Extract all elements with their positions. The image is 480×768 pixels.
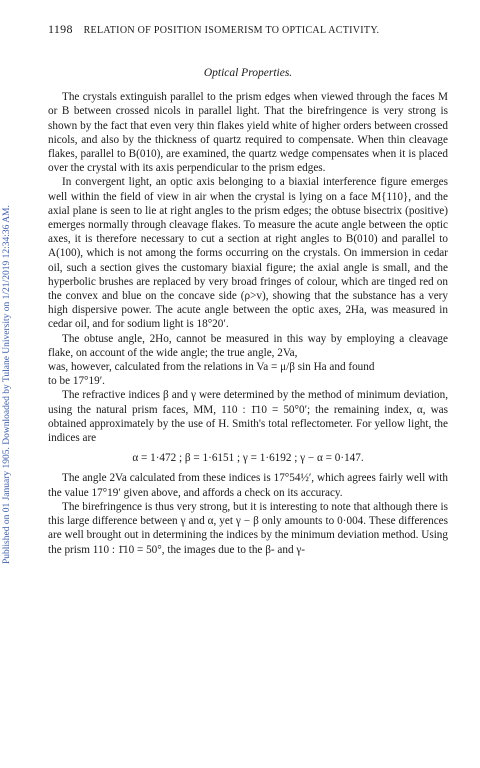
- paragraph: The refractive indices β and γ were determined by the method of minimum deviation, using the natural prism faces, MM, 110 : 1̄10 = 50°0′; the remaining index, α, was obtained approximately by the use of H. Smith's total reflectometer. For yellow light, the indices are: [48, 389, 448, 445]
- page-number: 1198: [48, 22, 73, 36]
- paragraph: The obtuse angle, 2Ho, cannot be measured in this way by employing a cleavage flake, on account of the wide angle; the true angle, 2Va,: [48, 332, 448, 359]
- download-notice: Published on 01 January 1905. Downloaded by Tulane University on 1/21/2019 12:34:36 AM.: [2, 205, 12, 565]
- paragraph: to be 17°19′.: [48, 375, 105, 388]
- article-body: [48, 66, 448, 557]
- paragraph: The birefringence is thus very strong, but it is interesting to note that although there is this large difference between γ and α, yet γ − β only amounts to 0·004. These differences are well brought out in determining the indices by the minimum deviation method. Using the prism 110 : 1̄10 = 50°, the images due to the β- and γ-: [48, 500, 448, 556]
- refractive-indices-formula: α = 1·472 ; β = 1·6151 ; γ = 1·6192 ; γ − α = 0·147.: [132, 452, 364, 465]
- running-header: [48, 22, 448, 37]
- paragraph: The angle 2Va calculated from these indices is 17°54½′, which agrees fairly well with the value 17°19′ given above, and affords a check on its accuracy.: [48, 472, 448, 499]
- paragraph: was, however, calculated from the relations in Va = μ/β sin Ha and found: [48, 361, 375, 374]
- paragraph: In convergent light, an optic axis belonging to a biaxial interference figure emerges well within the field of view in air when the crystal is lying on a face M{110}, and the axial plane is seen to lie at right angles to the prism edges; the obtuse bisectrix (positive) emerges normally through cleavage flakes. To measure the acute angle between the optic axes, it is therefore necessary to cut a section at right angles to B(010) and parallel to A(100), which is not among the forms occurring on the crystals. On immersion in cedar oil, such a section gives the customary biaxial figure; the axial angle is small, and the hyperbolic brushes are replaced by very broad fringes of colour, which are tinged red on the convex and blue on the concave side (ρ>v), showing that the substance has a very high dispersive power. The acute angle between the optic axes, 2Ha, was measured in cedar oil, and for sodium light is 18°20′.: [48, 176, 448, 331]
- section-title: Optical Properties.: [203, 67, 293, 79]
- side-note: [2, 60, 14, 720]
- paragraph: The crystals extinguish parallel to the prism edges when viewed through the faces M or B between crossed nicols in parallel light. That the birefringence is very strong is shown by the fact that even very thin flakes yield white of higher orders between crossed nicols, and also by the thickness of quartz required to compensate. When thin cleavage flakes, parallel to B(010), are examined, the quartz wedge compensates when it is placed over the crystal with its axis perpendicular to the prism edges.: [48, 91, 448, 175]
- running-title: RELATION OF POSITION ISOMERISM TO OPTICAL ACTIVITY.: [83, 25, 380, 36]
